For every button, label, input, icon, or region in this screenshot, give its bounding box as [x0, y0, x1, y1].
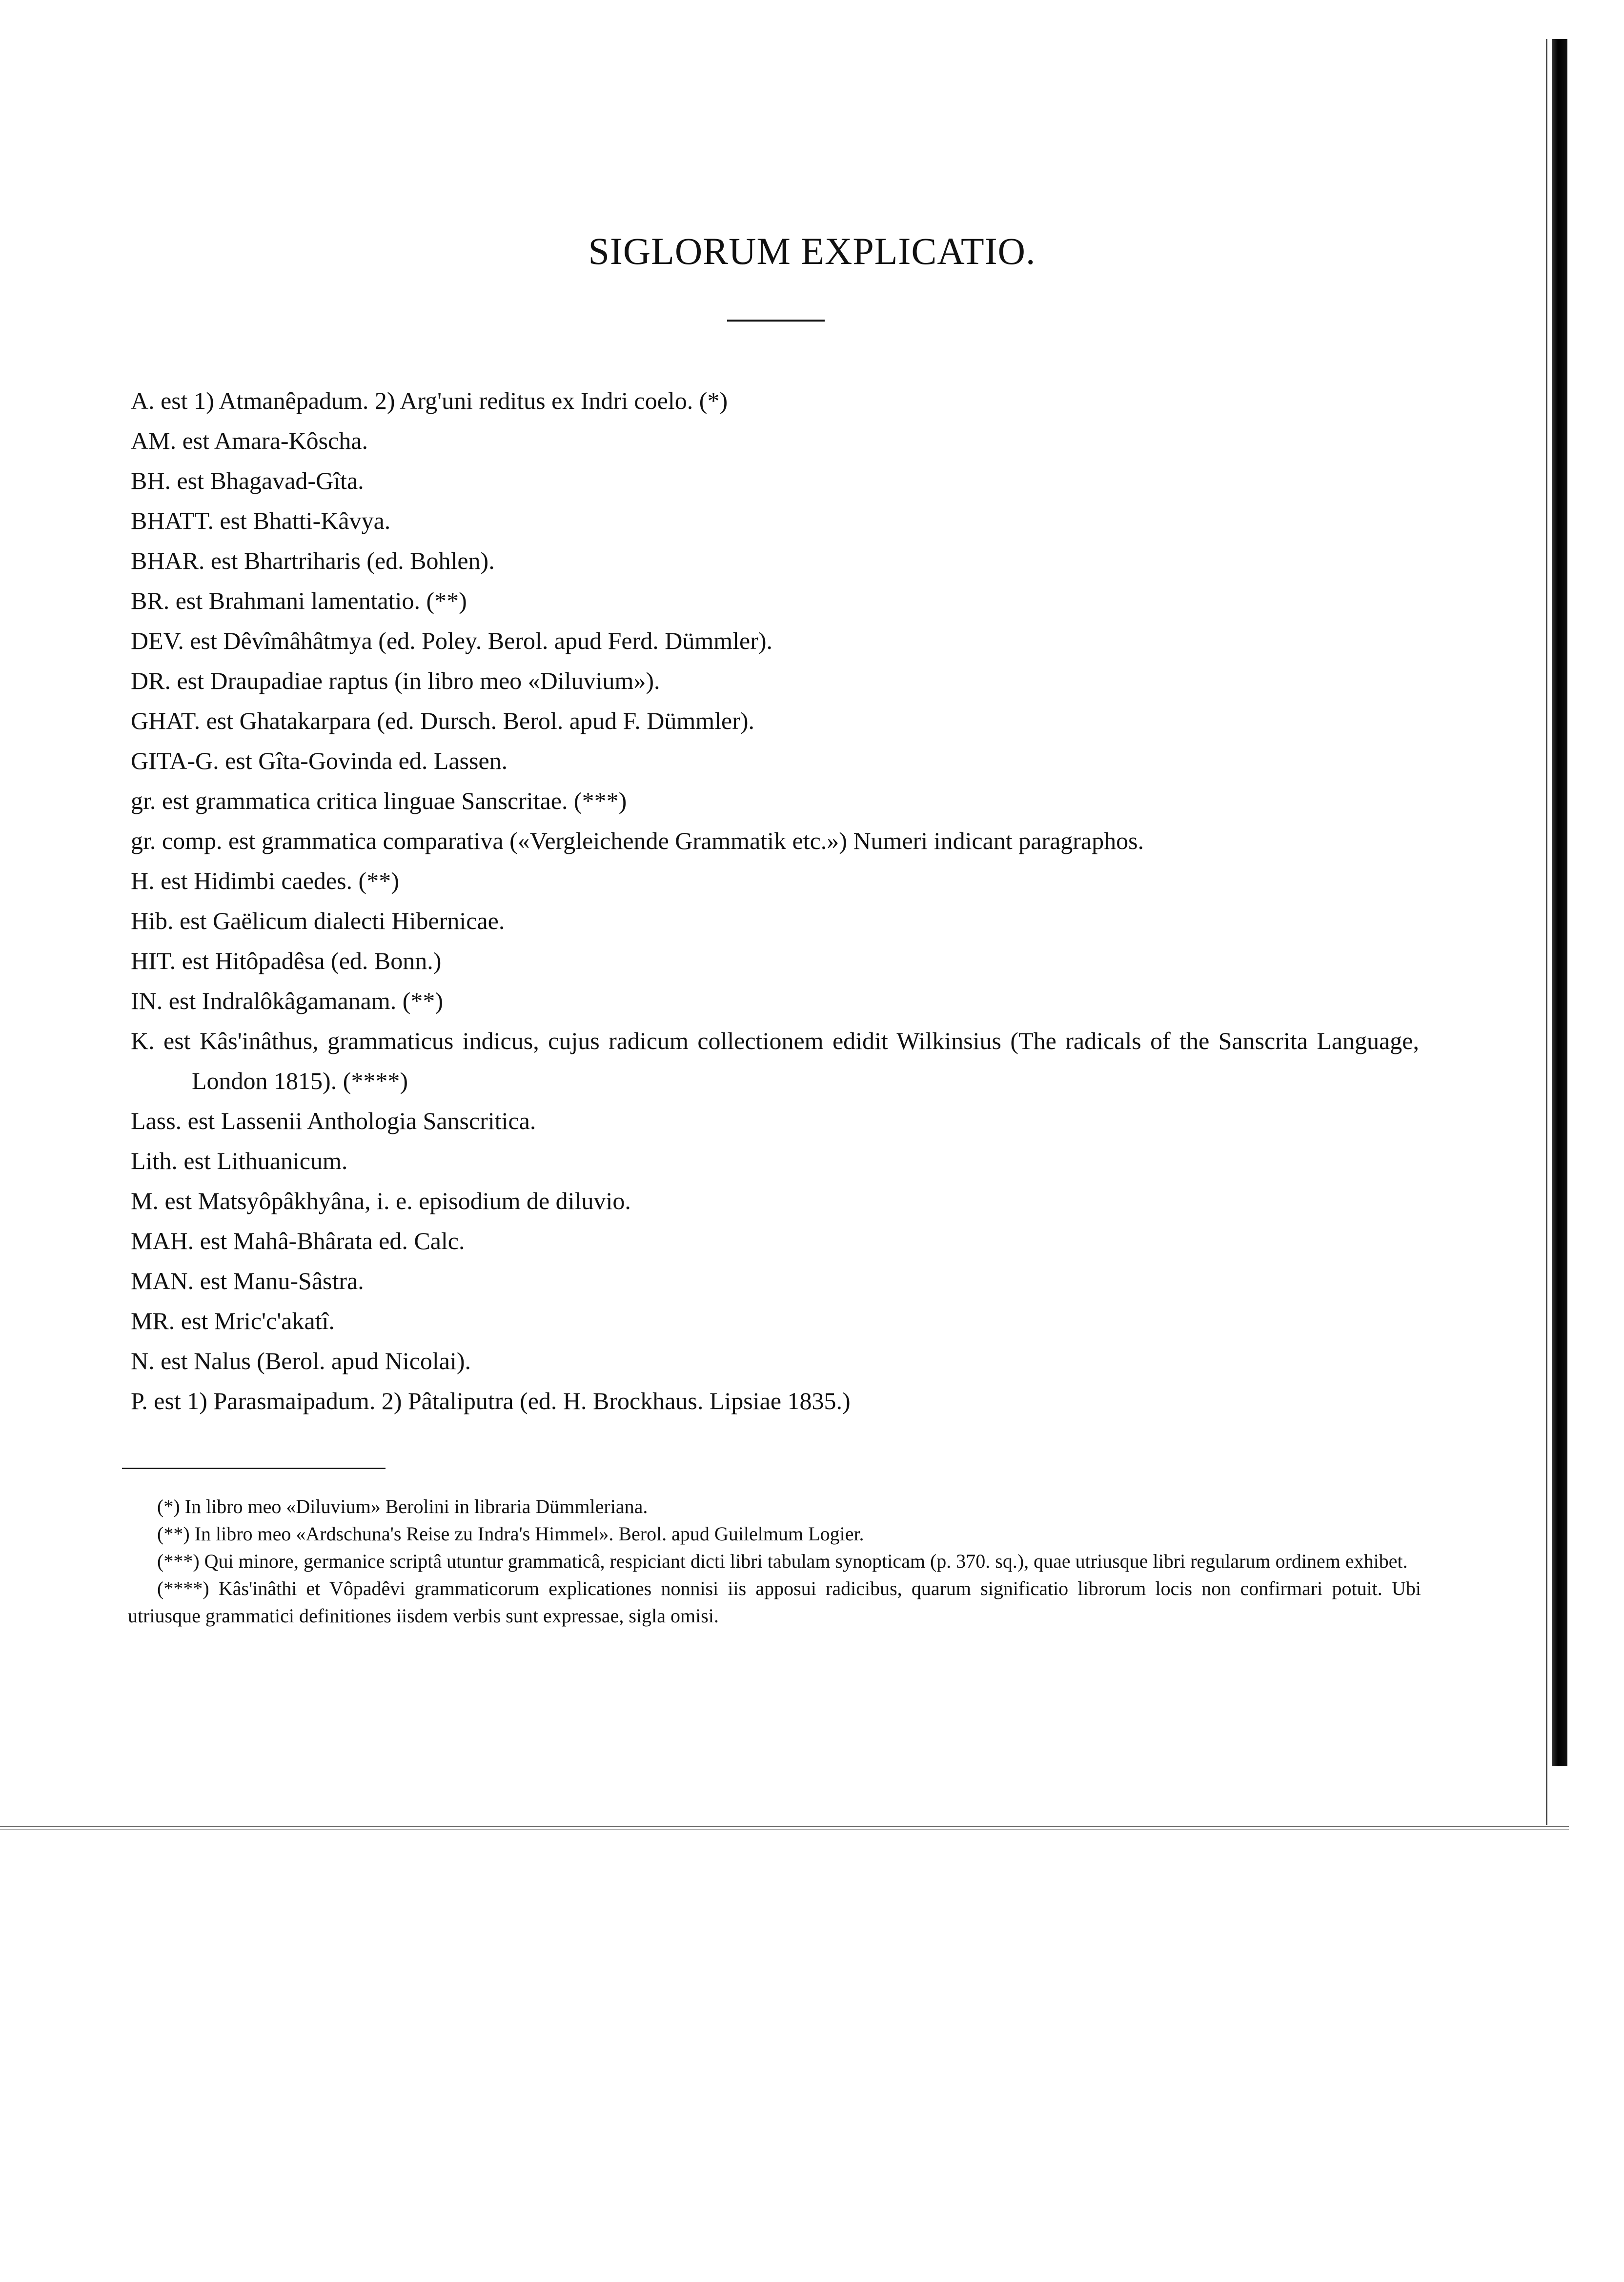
binding-edge-line — [1546, 39, 1547, 1825]
sigla-entry-m: M. est Matsyôpâkhyâna, i. e. episodium de diluvio. — [131, 1187, 631, 1214]
page-bottom-edge — [0, 1826, 1569, 1827]
sigla-entry-bh: BH. est Bhagavad-Gîta. — [131, 467, 364, 494]
sigla-entry-dr: DR. est Draupadiae raptus (in libro meo «Diluvium»). — [131, 667, 660, 694]
sigla-entry-gita-g: GITA-G. est Gîta-Govinda ed. Lassen. — [131, 747, 508, 774]
sigla-entry-dev: DEV. est Dêvîmâhâtmya (ed. Poley. Berol. apud Ferd. Dümmler). — [131, 627, 772, 654]
sigla-entry-br: BR. est Brahmani lamentatio. (**) — [131, 587, 467, 614]
sigla-entry-lith: Lith. est Lithuanicum. — [131, 1147, 348, 1174]
sigla-entry-mr: MR. est Mric'c'akatî. — [131, 1307, 335, 1334]
binding-shadow — [1552, 39, 1567, 1766]
sigla-entry-gr: gr. est grammatica critica linguae Sanscritae. (***) — [131, 787, 627, 814]
footnote-1: (*) In libro meo «Diluvium» Berolini in libraria Dümmleriana. — [157, 1495, 648, 1517]
sigla-entry-p: P. est 1) Parasmaipadum. 2) Pâtaliputra (ed. H. Brockhaus. Lipsiae 1835.) — [131, 1387, 851, 1414]
page-title: SIGLORUM EXPLICATIO. — [588, 230, 1036, 272]
sigla-entry-h: H. est Hidimbi caedes. (**) — [131, 867, 399, 894]
sigla-entry-mah: MAH. est Mahâ-Bhârata ed. Calc. — [131, 1227, 465, 1254]
footnotes — [128, 1493, 1421, 1630]
sigla-entry-lass: Lass. est Lassenii Anthologia Sanscritica. — [131, 1107, 536, 1134]
sigla-entry-hit: HIT. est Hitôpadêsa (ed. Bonn.) — [131, 947, 442, 974]
sigla-entry-bhar: BHAR. est Bhartriharis (ed. Bohlen). — [131, 547, 495, 574]
sigla-entry-gr-comp: gr. comp. est grammatica comparativa («Vergleichende Grammatik etc.») Numeri indicant paragraphos. — [131, 827, 1144, 854]
sigla-entry-in: IN. est Indralôkâgamanam. (**) — [131, 987, 444, 1014]
sigla-list — [131, 381, 1419, 1421]
sigla-entry-am: AM. est Amara-Kôscha. — [131, 427, 368, 454]
title-rule — [727, 320, 825, 322]
footnote-3: (***) Qui minore, germanice scriptâ utuntur grammaticâ, respiciant dicti libri tabulam synopticam (p. 370. sq.), quae utriusque libri regularum ordinem exhibet. — [157, 1550, 1408, 1572]
sigla-entry-bhatt: BHATT. est Bhatti-Kâvya. — [131, 507, 391, 534]
sigla-entry-n: N. est Nalus (Berol. apud Nicolai). — [131, 1347, 471, 1374]
sigla-entry-ghat: GHAT. est Ghatakarpara (ed. Dursch. Berol. apud F. Dümmler). — [131, 707, 755, 734]
footnote-2: (**) In libro meo «Ardschuna's Reise zu Indra's Himmel». Berol. apud Guilelmum Logier. — [157, 1523, 864, 1545]
page-bottom-edge-shadow — [0, 1829, 1569, 1830]
footnote-4: (****) Kâs'inâthi et Vôpadêvi grammaticorum explicationes nonnisi iis apposui radicibus, quarum significatio librorum locis non confirmari potuit. Ubi utriusque grammatici definitiones iisdem verbis sunt expressae, sigla omisi. — [128, 1577, 1421, 1627]
sigla-entry-man: MAN. est Manu-Sâstra. — [131, 1267, 364, 1294]
sigla-entry-a: A. est 1) Atmanêpadum. 2) Arg'uni reditus ex Indri coelo. (*) — [131, 387, 728, 414]
sigla-entry-hib: Hib. est Gaëlicum dialecti Hibernicae. — [131, 907, 505, 934]
sigla-entry-k: K. est Kâs'inâthus, grammaticus indicus, cujus radicum collectionem edidit Wilkinsius (The radicals of the Sanscrita Language, London 1815). (****) — [131, 1027, 1419, 1094]
footnote-rule — [122, 1468, 386, 1469]
